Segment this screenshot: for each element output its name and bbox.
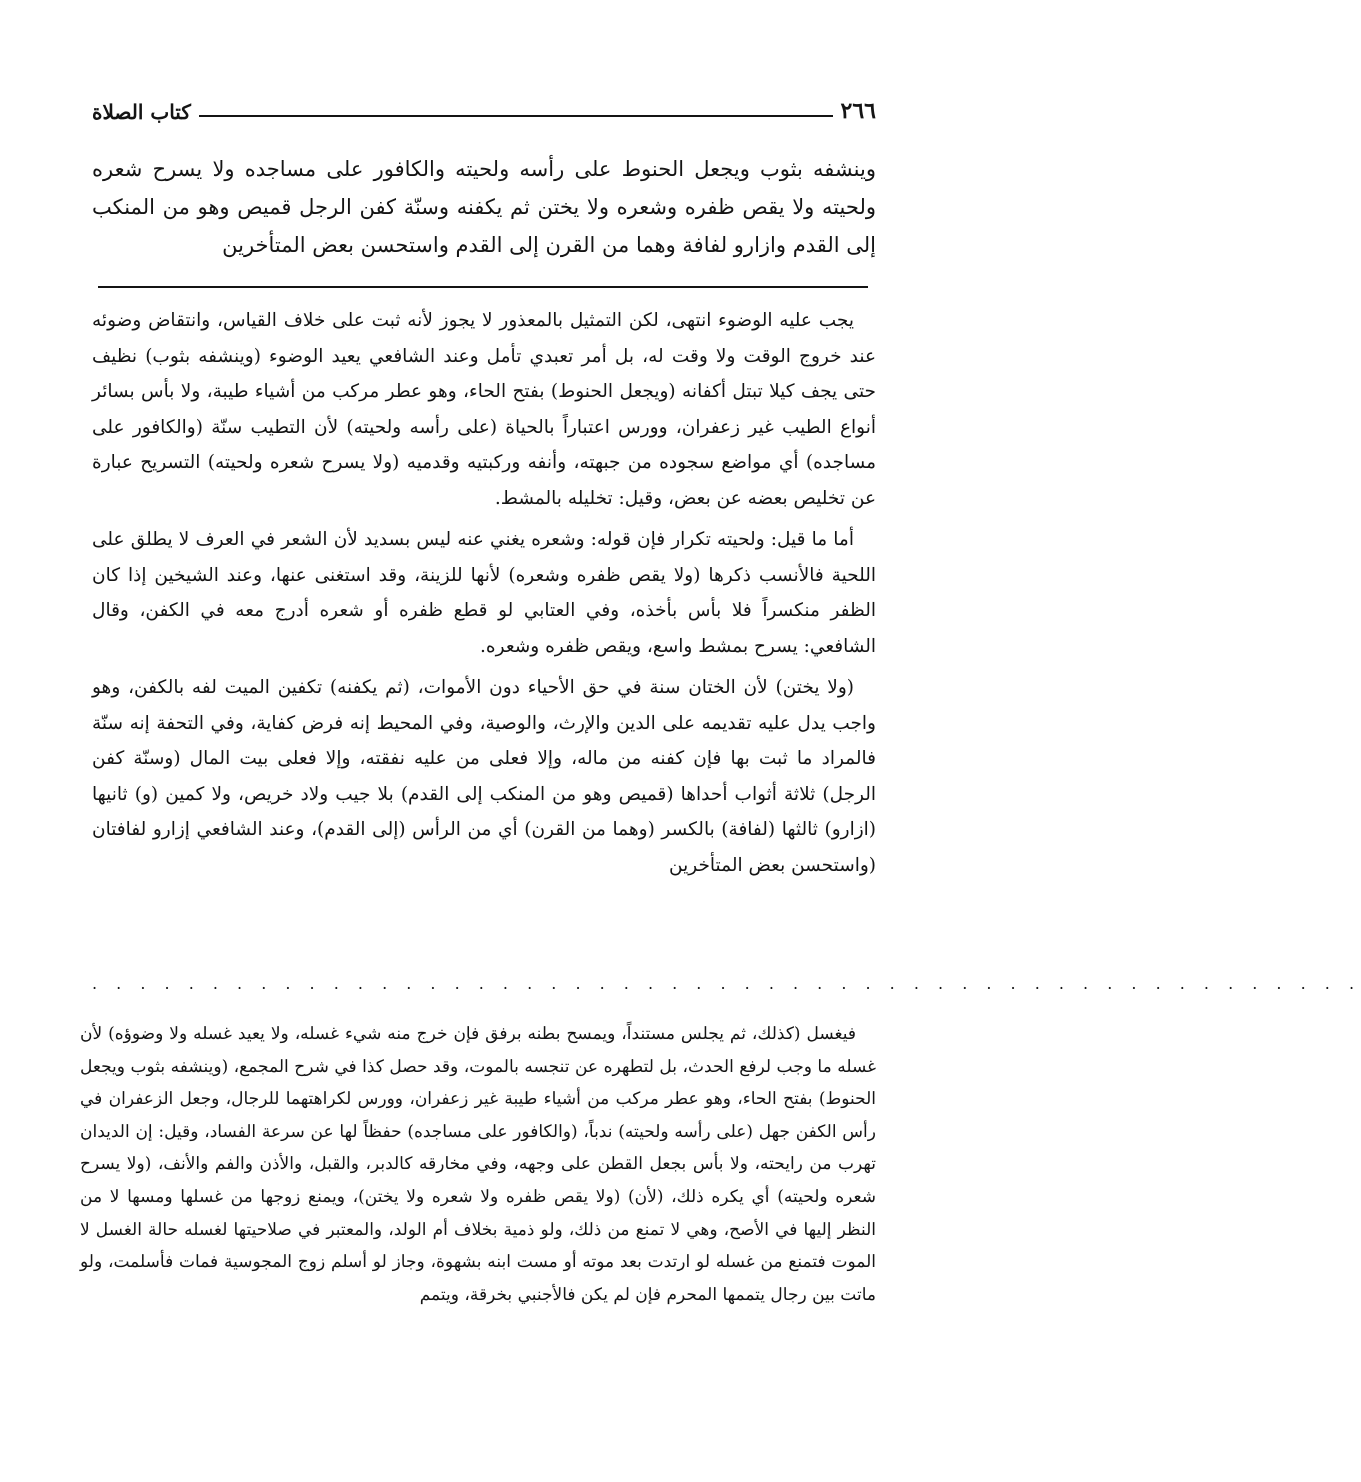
lower-commentary-paragraph: فيغسل (كذلك، ثم يجلس مستنداً، ويمسح بطنه برفق فإن خرج منه شيء غسله، ولا يعيد غسله ولا وضوؤه) لأن غسله ما وجب لرفع الحدث، بل لتطهره عن تنجسه بالموت، وقد حصل كذا في شرح المجمع، (وينشفه بثوب ويجعل الحنوط) بفتح الحاء، وهو عطر مركب من أشياء طيبة غير زعفران، وورس لكراهتهما للرجال، وجعل الزعفران في رأس الكفن جهل (على رأسه ولحيته) ندباً، (والكافور على مساجده) حفظاً لها عن سرعة الفساد، وقيل: إن الديدان تهرب من رايحته، ولا بأس بجعل القطن على وجهه، وفي مخارقه كالدبر، والقبل، والأذن والفم والأنف، (ولا يسرح شعره ولحيته) أي يكره ذلك، (لأن) (ولا يقص ظفره ولا شعره ولا يختن)، ويمنع زوجها من غسلها ومسها لا من النظر إليها في الأصح، وهي لا تمنع من ذلك، ولو ذمية بخلاف أم الولد، والمعتبر في صلاحيتها لغسله حالة الغسل لا الموت فتمنع من غسله لو ارتدت بعد موته أو مست ابنه بشهوة، وجاز لو أسلم زوج المجوسية فمات فأسلمت، ولو ماتت بين رجال يتممها المحرم فإن لم يكن فالأجنبي بخرقة، ويتمم	[80, 1024, 876, 1305]
header-rule	[199, 115, 833, 117]
main-text-divider	[98, 286, 868, 288]
main-text	[92, 150, 876, 264]
commentary-paragraph-3: (ولا يختن) لأن الختان سنة في حق الأحياء دون الأموات، (ثم يكفنه) تكفين الميت لفه بالكفن، وهو واجب يدل عليه تقديمه على الدين والإرث، والوصية، وفي المحيط إنه فرض كفاية، وفي التحفة إنه سنّة فالمراد ما ثبت بها فإن كفنه من ماله، وإلا فعلى من عليه نفقته، وإلا فعلى بيت المال (وسنّة كفن الرجل) ثلاثة أثواب أحداها (قميص وهو من المنكب إلى القدم) بلا جيب ولاد خريص، ولا كمين (و) ثانيها (ازارو) ثالثها (لفافة) بالكسر (وهما من القرن) أي من الرأس (إلى القدم)، وعند الشافعي إزارو لفافتان (واستحسن بعض المتأخرين	[92, 677, 876, 876]
commentary-paragraph-1: يجب عليه الوضوء انتهى، لكن التمثيل بالمعذور لا يجوز لأنه ثبت على خلاف القياس، وانتقاض وضوئه عند خروج الوقت ولا وقت له، بل أمر تعبدي تأمل وعند الشافعي يعيد الوضوء (وينشفه بثوب) نظيف حتى يجف كيلا تبتل أكفانه (ويجعل الحنوط) بفتح الحاء، وهو عطر مركب من أشياء طيبة، ولا بأس بسائر أنواع الطيب غير زعفران، وورس اعتباراً بالحياة (على رأسه ولحيته) لأن التطيب سنّة (والكافور على مساجده) أي مواضع سجوده من جبهته، وأنفه وركبتيه وقدميه (ولا يسرح شعره ولحيته) التسريح عبارة عن تخليص بعضه عن بعض، وقيل: تخليله بالمشط.	[92, 310, 876, 509]
book-title: كتاب الصلاة	[92, 100, 191, 124]
page-number: ٢٦٦	[840, 98, 876, 124]
lower-commentary	[80, 1018, 876, 1311]
commentary-paragraph-2: أما ما قيل: ولحيته تكرار فإن قوله: وشعره يغني عنه ليس بسديد لأن الشعر في العرف لا يطلق على اللحية فالأنسب ذكرها (ولا يقص ظفره وشعره) لأنها للزينة، وقد استغنى عنها، وعند الشيخين إذا كان الظفر منكسراً فلا بأس بأخذه، وفي العتابي لو قطع ظفره أو شعره أدرج معه في الكفن، وقال الشافعي: يسرح بمشط واسع، ويقص ظفره وشعره.	[92, 529, 876, 657]
main-text-paragraph: وينشفه بثوب ويجعل الحنوط على رأسه ولحيته والكافور على مساجده ولا يسرح شعره ولحيته ولا يقص ظفره وشعره ولا يختن ثم يكفنه وسنّة كفن الرجل قميص وهو من المنكب إلى القدم وازارو لفافة وهما من القرن إلى القدم واستحسن بعض المتأخرين	[92, 157, 876, 257]
page-header	[92, 84, 876, 124]
dotted-separator: . . . . . . . . . . . . . . . . . . . . . . . . . . . . . . . . . . . . . . . . . . . . . . . . . . . . .	[92, 974, 1361, 993]
commentary	[92, 303, 876, 889]
